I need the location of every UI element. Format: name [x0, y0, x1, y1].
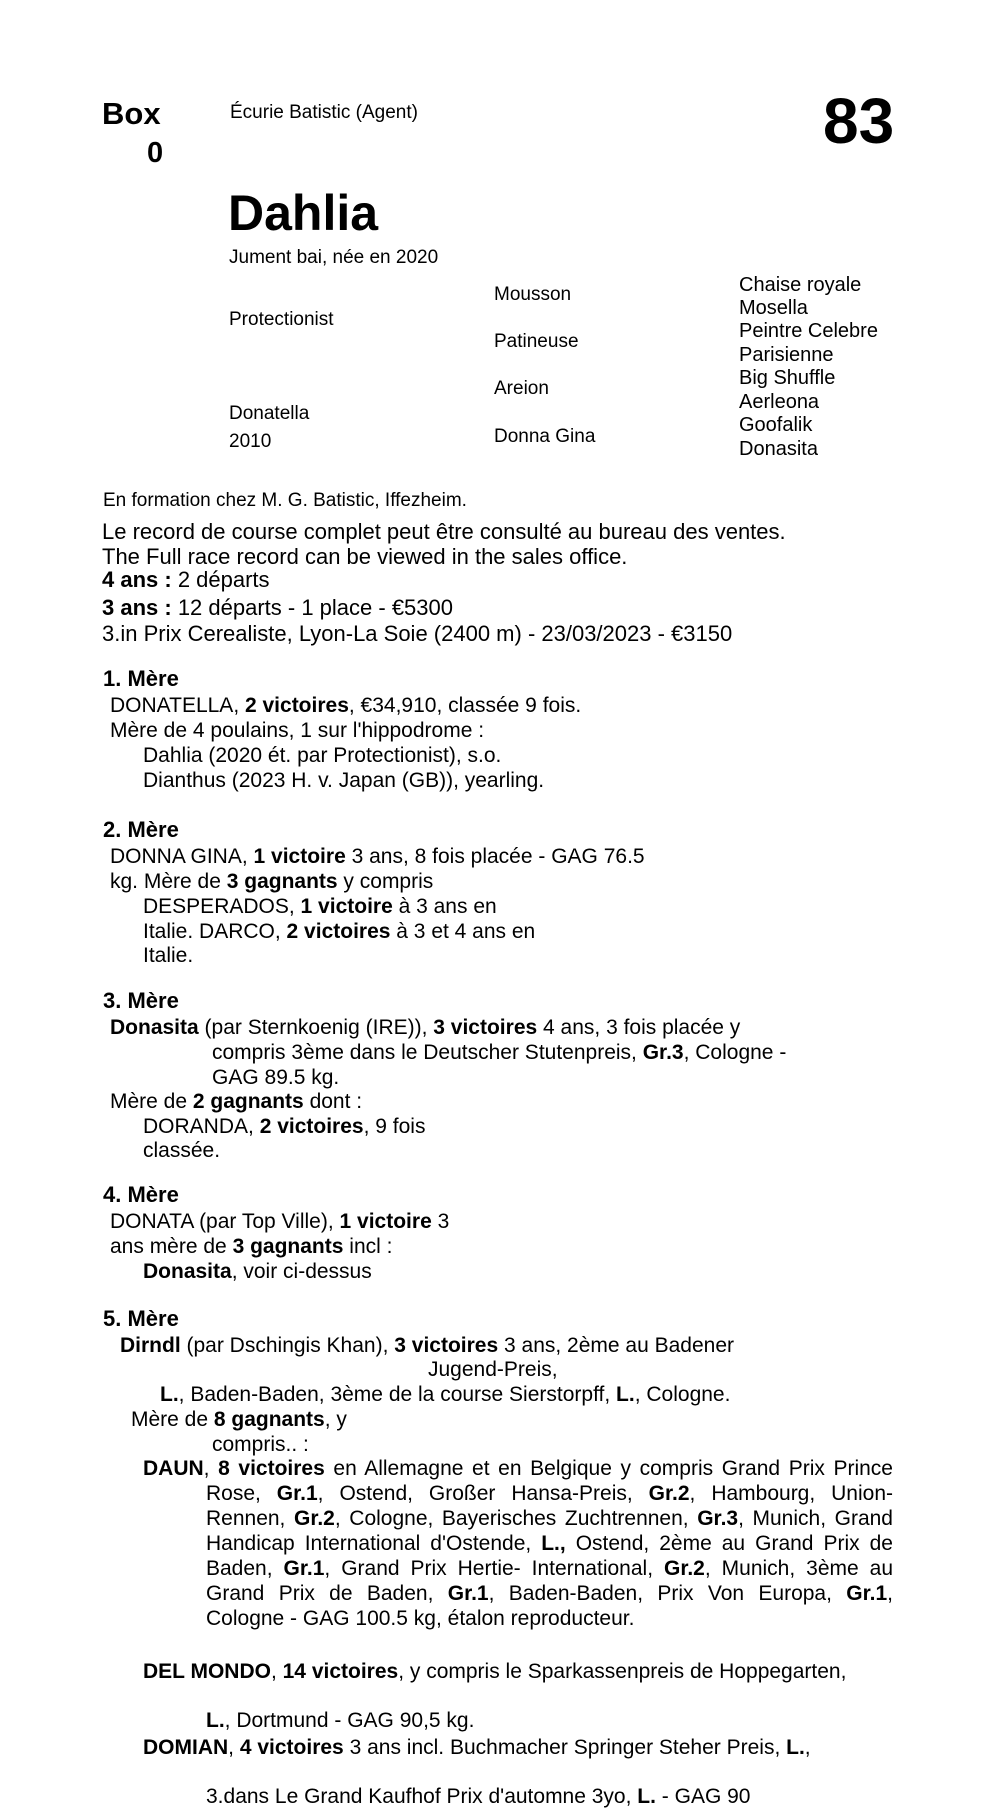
dam3-line: GAG 89.5 kg. [212, 1066, 340, 1089]
dam3-line [143, 1115, 425, 1139]
dam5-line: compris.. : [212, 1433, 309, 1456]
text: ans mère de [110, 1235, 233, 1258]
produce-name: DEL MONDO [143, 1660, 271, 1683]
text: , voir ci-dessus [231, 1260, 372, 1283]
pedigree-gen2: Donna Gina [494, 426, 596, 447]
age-label: 3 ans : [102, 595, 172, 620]
text: , €34,910, classée 9 fois. [348, 694, 582, 717]
produce-name: DAUN [143, 1457, 204, 1480]
text: , y [324, 1408, 347, 1431]
dam4-line [110, 1235, 392, 1259]
horse-description: Jument bai, née en 2020 [229, 247, 439, 268]
text-bold: 3 gagnants [232, 1235, 344, 1258]
pedigree-dam-year: 2010 [229, 431, 272, 452]
text: (par Sternkoenig (IRE)), [198, 1016, 434, 1039]
text: , Cologne - GAG 100.5 kg, étalon reproducteur. [206, 1582, 893, 1630]
text-bold: L. [616, 1383, 635, 1406]
box-label: Box [102, 96, 161, 131]
text-bold: Gr.3 [642, 1041, 684, 1064]
text: 3 [431, 1210, 450, 1233]
pedigree-gen3: Goofalik [739, 414, 813, 436]
text-bold: 2 victoires [259, 1115, 364, 1138]
text: , Baden-Baden, 3ème de la course Sierstorpff, [178, 1383, 617, 1406]
produce-del-mondo-line [206, 1709, 474, 1733]
pedigree-sire: Protectionist [229, 309, 334, 330]
race-record-note-en: The Full race record can be viewed in the sales office. [102, 544, 628, 569]
text: , Baden-Baden, Prix Von Europa, [488, 1582, 847, 1605]
text-bold: 1 victoire [300, 895, 393, 918]
text: , Grand Prix Hertie- International, [324, 1557, 664, 1580]
text: (par Dschingis Khan), [180, 1334, 395, 1357]
text-bold: 2 gagnants [192, 1090, 304, 1113]
text-bold: Donasita [143, 1260, 232, 1283]
dam1-line [110, 694, 581, 718]
pedigree-gen3: Peintre Celebre [739, 320, 878, 342]
text-bold: 1 victoire [339, 1210, 432, 1233]
dam5-line: Jugend-Preis, [428, 1358, 558, 1381]
dam2-line [110, 845, 645, 869]
text: à 3 ans en [392, 895, 497, 918]
text: , Cologne - [683, 1041, 787, 1064]
text-bold: L., [541, 1532, 566, 1555]
pedigree-gen3: Donasita [739, 438, 818, 460]
text: Mère de [110, 1090, 193, 1113]
text-bold: Gr.1 [846, 1582, 888, 1605]
age-text: 12 départs - 1 place - €5300 [171, 595, 453, 620]
dam3-title: 3. Mère [103, 988, 179, 1013]
text-bold: Gr.2 [648, 1482, 690, 1505]
text-bold: L. [206, 1709, 225, 1732]
text: , y compris le Sparkassenpreis de Hoppegarten, [398, 1660, 847, 1683]
text: y compris [337, 870, 434, 893]
text: , [228, 1736, 240, 1759]
dam2-line [143, 920, 535, 944]
text: dont : [303, 1090, 363, 1113]
box-number: 0 [147, 137, 164, 169]
text: , Dortmund - GAG 90,5 kg. [224, 1709, 475, 1732]
produce-del-mondo [143, 1659, 893, 1684]
pedigree-gen2: Mousson [494, 284, 572, 305]
text: , Cologne. [634, 1383, 731, 1406]
text: Mère de [131, 1408, 214, 1431]
dam2-line [110, 870, 433, 894]
text: Italie. DARCO, [143, 920, 287, 943]
text-bold: Gr.2 [664, 1557, 705, 1580]
dam1-line: Dianthus (2023 H. v. Japan (GB)), yearling. [143, 769, 545, 792]
text: Ostend, 2ème au Grand Prix de Baden, [206, 1532, 893, 1580]
text: , Munich, Grand Handicap International d'Ostende, [206, 1507, 893, 1555]
dam3-line [212, 1041, 786, 1065]
text: DONATELLA, [110, 694, 245, 717]
text-bold: Gr.1 [276, 1482, 318, 1505]
text-bold: Donasita [110, 1016, 199, 1039]
dam3-line [110, 1016, 740, 1040]
lot-number: 83 [823, 85, 895, 157]
race-record-note-fr: Le record de course complet peut être consulté au bureau des ventes. [102, 519, 786, 544]
produce-domian-line [206, 1785, 750, 1809]
text-bold: 3 victoires [433, 1016, 538, 1039]
text-bold: 14 victoires [282, 1660, 399, 1683]
text: DONATA (par Top Ville), [110, 1210, 340, 1233]
race-record-4yo [102, 567, 270, 593]
pedigree-gen3: Mosella [739, 297, 808, 319]
dam2-line [143, 895, 497, 919]
dam1-line: Mère de 4 poulains, 1 sur l'hippodrome : [110, 719, 485, 742]
text-bold: 3 gagnants [226, 870, 338, 893]
text: - GAG 90 [655, 1785, 751, 1808]
text-bold: 4 victoires [239, 1736, 344, 1759]
dam5-line [160, 1383, 730, 1407]
horse-name: Dahlia [228, 185, 379, 241]
race-record-3yo [102, 595, 453, 621]
text: incl : [343, 1235, 393, 1258]
text: 4 ans, 3 fois placée y [537, 1016, 741, 1039]
dam5-line [120, 1334, 734, 1358]
text-bold: Gr.1 [447, 1582, 489, 1605]
text-bold: Gr.2 [293, 1507, 335, 1530]
text: en Allemagne et en Belgique y compris Grand Prix Prince Rose, [206, 1457, 893, 1505]
produce-domian [143, 1735, 893, 1760]
dam2-line: Italie. [143, 944, 194, 967]
text: , Munich, 3ème au Grand Prix de Baden, [206, 1557, 894, 1605]
text: 3 ans, 2ème au Badener [498, 1334, 735, 1357]
dam4-title: 4. Mère [103, 1182, 179, 1207]
text-bold: Dirndl [120, 1334, 181, 1357]
dam3-line: classée. [143, 1139, 221, 1162]
produce-daun-text [143, 1456, 893, 1631]
dam5-line [131, 1408, 347, 1432]
dam5-title: 5. Mère [103, 1306, 179, 1331]
pedigree-gen3: Aerleona [739, 391, 820, 413]
consignor: Écurie Batistic (Agent) [230, 102, 418, 123]
produce-daun [143, 1456, 893, 1631]
age-text: 2 départs [171, 567, 270, 592]
dam4-line [110, 1210, 449, 1234]
text: , Ostend, Großer Hansa-Preis, [317, 1482, 649, 1505]
dam2-title: 2. Mère [103, 817, 179, 842]
dam1-title: 1. Mère [103, 666, 179, 691]
text: , [270, 1660, 283, 1683]
text-bold: 3 victoires [394, 1334, 499, 1357]
text: à 3 et 4 ans en [390, 920, 536, 943]
text-bold: Gr.3 [697, 1507, 739, 1530]
text-bold: 2 victoires [286, 920, 391, 943]
text: 3.dans Le Grand Kaufhof Prix d'automne 3yo, [206, 1785, 638, 1808]
text-bold: L. [637, 1785, 656, 1808]
pedigree-gen3: Parisienne [739, 344, 834, 366]
training-note: En formation chez M. G. Batistic, Iffezheim. [103, 490, 467, 511]
race-placing: 3.in Prix Cerealiste, Lyon-La Soie (2400 m) - 23/03/2023 - €3150 [102, 621, 733, 646]
text-bold: L. [786, 1736, 805, 1759]
text: DESPERADOS, [143, 895, 301, 918]
dam1-line: Dahlia (2020 ét. par Protectionist), s.o. [143, 744, 502, 767]
text: , [804, 1736, 811, 1759]
text-bold: 1 victoire [253, 845, 346, 868]
dam3-line [110, 1090, 362, 1114]
pedigree-gen2: Patineuse [494, 331, 579, 352]
pedigree-gen3: Chaise royale [739, 274, 862, 296]
text: compris 3ème dans le Deutscher Stutenpreis, [212, 1041, 643, 1064]
text: 3 ans, 8 fois placée - GAG 76.5 [345, 845, 645, 868]
text: DONNA GINA, [110, 845, 254, 868]
pedigree-gen2: Areion [494, 378, 549, 399]
text-bold: L. [160, 1383, 179, 1406]
text: , Hambourg, Union-Rennen, [206, 1482, 893, 1530]
text-bold: 8 gagnants [213, 1408, 325, 1431]
text: , 9 fois [363, 1115, 426, 1138]
age-label: 4 ans : [102, 567, 172, 592]
text: , [203, 1457, 219, 1480]
pedigree-gen3: Big Shuffle [739, 367, 836, 389]
pedigree-dam: Donatella [229, 403, 310, 424]
text: kg. Mère de [110, 870, 227, 893]
text: 3 ans incl. Buchmacher Springer Steher Preis, [343, 1736, 787, 1759]
dam4-line [143, 1260, 372, 1284]
text: DORANDA, [143, 1115, 260, 1138]
produce-name: DOMIAN [143, 1736, 229, 1759]
text-bold: 2 victoires [244, 694, 349, 717]
text: , Cologne, Bayerisches Zuchtrennen, [334, 1507, 698, 1530]
text-bold: 8 victoires [218, 1457, 325, 1480]
text-bold: Gr.1 [283, 1557, 325, 1580]
